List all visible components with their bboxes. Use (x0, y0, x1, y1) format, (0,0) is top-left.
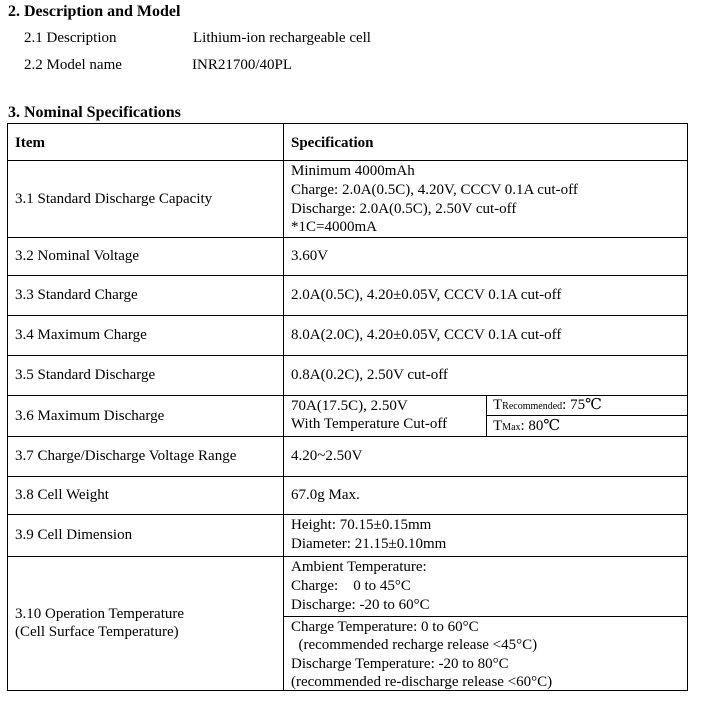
row-divider (7, 237, 688, 238)
table-column-divider (283, 123, 284, 691)
spec-line: (recommended re-discharge release <60°C) (291, 674, 553, 690)
column-header-specification: Specification (291, 135, 374, 151)
spec-line: 70A(17.5C), 2.50V (291, 398, 408, 414)
temp-max (493, 417, 560, 437)
item-nominal-voltage: 3.2 Nominal Voltage (15, 248, 140, 264)
item-cell-weight: 3.8 Cell Weight (15, 487, 109, 503)
spec-line: (recommended recharge release <45°C) (291, 637, 538, 653)
temp-symbol: T (493, 397, 503, 413)
spec-line: Discharge: 2.0A(0.5C), 2.50V cut-off (291, 201, 517, 217)
row-divider (7, 355, 688, 356)
spec-line: Ambient Temperature: (291, 559, 427, 575)
row-divider (7, 476, 688, 477)
spec-line: 8.0A(2.0C), 4.20±0.05V, CCCV 0.1A cut-off (291, 327, 562, 343)
temp-subscript: Max (502, 422, 521, 433)
temp-subscript: Recommended (502, 401, 563, 412)
row-divider (7, 275, 688, 276)
spec-line: 0.8A(0.2C), 2.50V cut-off (291, 367, 448, 383)
item-cell-dimension: 3.9 Cell Dimension (15, 527, 133, 543)
spec-line: 67.0g Max. (291, 487, 360, 503)
item-operation-temperature: 3.10 Operation Temperature (15, 606, 185, 622)
temp-symbol: T (493, 418, 503, 434)
model-name-label: 2.2 Model name (24, 57, 122, 73)
spec-line: 3.60V (291, 248, 329, 264)
spec-line: With Temperature Cut-off (291, 416, 448, 432)
spec-line: Height: 70.15±0.15mm (291, 517, 432, 533)
spec-line: Minimum 4000mAh (291, 163, 415, 179)
section-2-heading: 2. Description and Model (8, 3, 181, 20)
column-header-item: Item (15, 135, 45, 151)
item-operation-temperature-note: (Cell Surface Temperature) (15, 624, 179, 640)
table-border-right (687, 123, 688, 691)
spec-line: 4.20~2.50V (291, 448, 363, 464)
row-divider (7, 514, 688, 515)
temp-value: : 75℃ (562, 397, 602, 413)
item-standard-discharge-capacity: 3.1 Standard Discharge Capacity (15, 191, 213, 207)
row-divider (7, 315, 688, 316)
spec-line: Charge: 2.0A(0.5C), 4.20V, CCCV 0.1A cut-off (291, 182, 578, 198)
spec-line: *1C=4000mA (291, 219, 377, 235)
row-divider (7, 436, 688, 437)
spec-line: Discharge Temperature: -20 to 80°C (291, 656, 509, 672)
row-divider (7, 556, 688, 557)
spec-line: Diameter: 21.15±0.10mm (291, 536, 447, 552)
description-label: 2.1 Description (24, 30, 117, 46)
model-name-value: INR21700/40PL (192, 57, 293, 73)
operation-temp-subdivider (283, 616, 688, 617)
spec-line: Discharge: -20 to 60°C (291, 597, 430, 613)
temp-value: : 80℃ (520, 418, 561, 434)
spec-line: Charge Temperature: 0 to 60°C (291, 619, 479, 635)
item-standard-discharge: 3.5 Standard Discharge (15, 367, 156, 383)
item-maximum-discharge: 3.6 Maximum Discharge (15, 408, 165, 424)
table-border-top (7, 123, 688, 124)
spec-line: 2.0A(0.5C), 4.20±0.05V, CCCV 0.1A cut-off (291, 287, 562, 303)
spec-line: Charge: 0 to 45°C (291, 578, 411, 594)
row-divider (7, 160, 688, 161)
temp-recommended (493, 396, 602, 416)
section-3-heading: 3. Nominal Specifications (8, 104, 181, 121)
description-value: Lithium-ion rechargeable cell (193, 30, 371, 46)
item-maximum-charge: 3.4 Maximum Charge (15, 327, 147, 343)
item-voltage-range: 3.7 Charge/Discharge Voltage Range (15, 448, 237, 464)
item-standard-charge: 3.3 Standard Charge (15, 287, 138, 303)
table-border-left (7, 123, 8, 691)
